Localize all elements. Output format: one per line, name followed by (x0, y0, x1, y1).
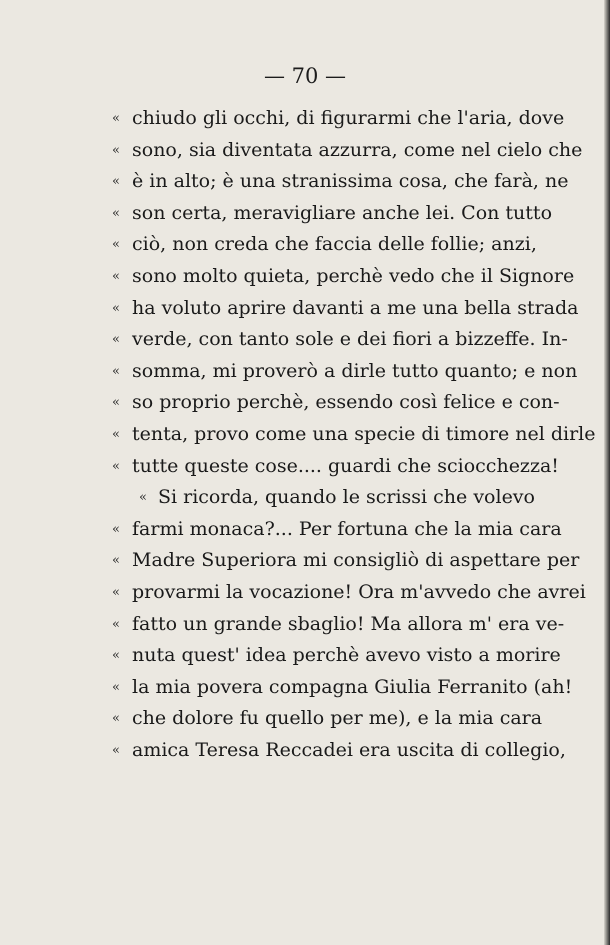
quote-mark: « (139, 490, 147, 506)
quote-mark: « (112, 742, 120, 758)
quote-mark: « (112, 521, 120, 537)
text-line: « tutte queste cose.... guardi che sciocchezza! (118, 451, 530, 483)
quote-mark: « (112, 174, 120, 190)
text-line: « nuta quest' idea perchè avevo visto a morire (118, 640, 530, 672)
quote-mark: « (112, 205, 120, 221)
text-line: « so proprio perchè, essendo così felice e con- (118, 387, 530, 419)
paragraph-start-line: « Si ricorda, quando le scrissi che volevo (118, 482, 530, 514)
text-line: « ciò, non creda che faccia delle follie; anzi, (118, 229, 530, 261)
quote-mark: « (112, 332, 120, 348)
quote-mark: « (112, 363, 120, 379)
quote-mark: « (112, 679, 120, 695)
text-line: « tenta, provo come una specie di timore nel dirle (118, 419, 530, 451)
text-line: « son certa, meravigliare anche lei. Con tutto (118, 198, 530, 230)
quote-mark: « (112, 584, 120, 600)
quote-mark: « (112, 142, 120, 158)
quote-mark: « (112, 648, 120, 664)
text-line: « fatto un grande sbaglio! Ma allora m' era ve- (118, 609, 530, 641)
quote-mark: « (112, 711, 120, 727)
text-line: « sono molto quieta, perchè vedo che il Signore (118, 261, 530, 293)
text-line: « amica Teresa Reccadei era uscita di collegio, (118, 735, 530, 767)
page-edge (604, 0, 610, 945)
quote-mark: « (112, 237, 120, 253)
quote-mark: « (112, 458, 120, 474)
quote-mark: « (112, 300, 120, 316)
text-line: « ha voluto aprire davanti a me una bella strada (118, 293, 530, 325)
page-text (112, 103, 596, 766)
text-line: « verde, con tanto sole e dei fiori a bizzeffe. In- (118, 324, 530, 356)
text-line: « Madre Superiora mi consigliò di aspettare per (118, 545, 530, 577)
quote-mark: « (112, 553, 120, 569)
text-line: « sono, sia diventata azzurra, come nel cielo che (118, 135, 530, 167)
text-line: « somma, mi proverò a dirle tutto quanto; e non (118, 356, 530, 388)
quote-mark: « (112, 426, 120, 442)
quote-mark: « (112, 268, 120, 284)
text-line: « è in alto; è una stranissima cosa, che farà, ne (118, 166, 530, 198)
text-line: « chiudo gli occhi, di figurarmi che l'aria, dove (118, 103, 530, 135)
quote-mark: « (112, 395, 120, 411)
text-line: « farmi monaca?... Per fortuna che la mia cara (118, 514, 530, 546)
text-line: « che dolore fu quello per me), e la mia cara (118, 703, 530, 735)
quote-mark: « (112, 616, 120, 632)
text-line: « provarmi la vocazione! Ora m'avvedo che avrei (118, 577, 530, 609)
text-line: « la mia povera compagna Giulia Ferranito (ah! (118, 672, 530, 704)
quote-mark: « (112, 111, 120, 126)
page-number: — 70 — (263, 64, 347, 88)
